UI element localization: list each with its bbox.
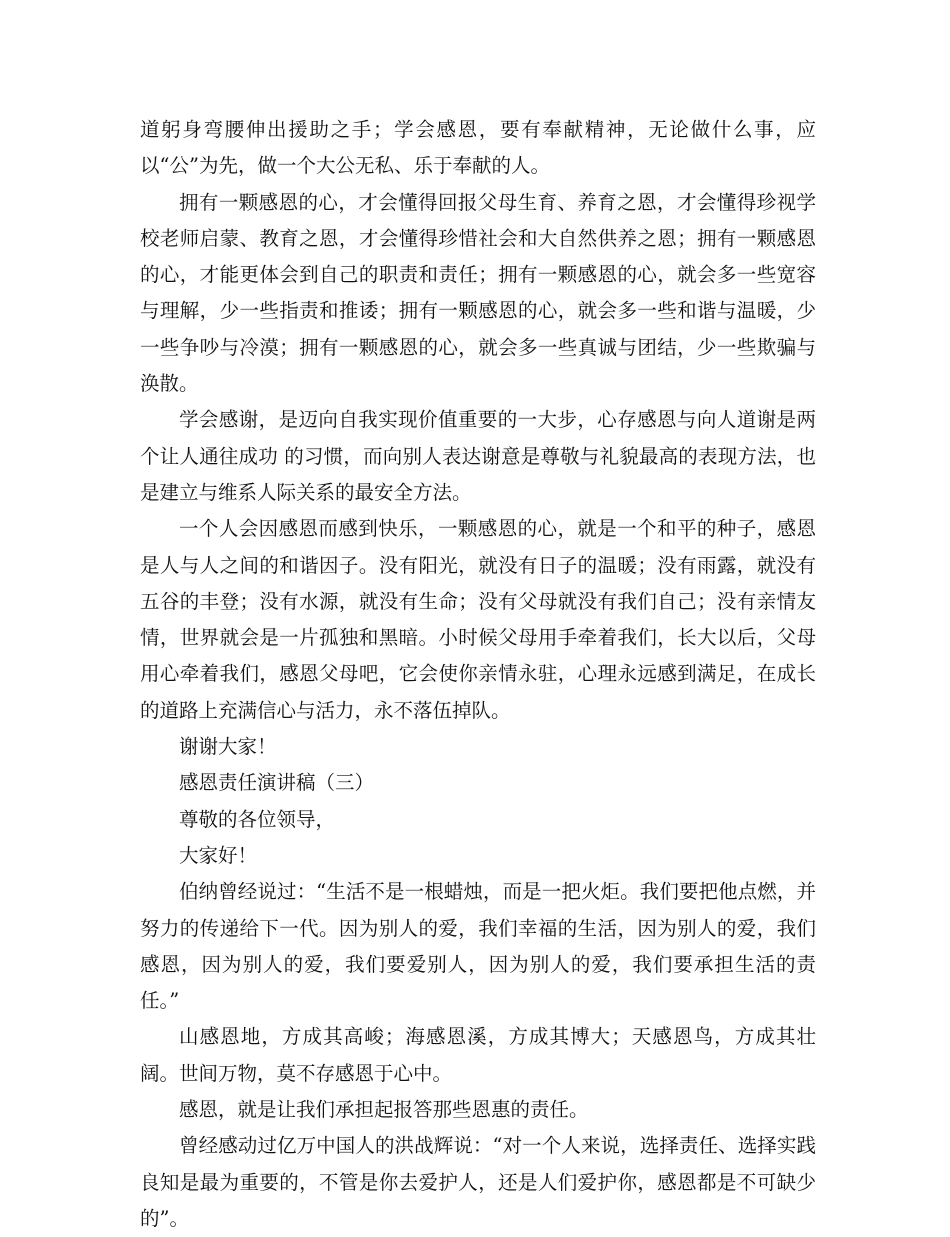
closing-thanks: 谢谢大家！ [179, 735, 277, 759]
paragraph-3: 学会感谢，是迈向自我实现价值重要的一大步，心存感恩与向人道谢是两个让人通往成功 的习惯，而向别人表达谢意是尊敬与礼貌最高的表现方法，也是建立与维系人际关系的最安全方法。 [140, 408, 816, 504]
paragraph-4: 一个人会因感恩而感到快乐，一颗感恩的心，就是一个和平的种子，感恩是人与人之间的和谐因子。没有阳光，就没有日子的温暖；没有雨露，就没有五谷的丰登；没有水源，就没有生命；没有父母就没有我们自己；没有亲情友情，世界就会是一片孤独和黑暗。小时候父母用手牵着我们，长大以后，父母用心牵着我们，感恩父母吧，它会使你亲情永驻，心理永远感到满足，在成长的道路上充满信心与活力，永不落伍掉队。 [140, 517, 816, 722]
paragraph-1: 道躬身弯腰伸出援助之手；学会感恩，要有奉献精神，无论做什么事，应以“公”为先，做一个大公无私、乐于奉献的人。 [140, 118, 816, 178]
paragraph-2: 拥有一颗感恩的心，才会懂得回报父母生育、养育之恩，才会懂得珍视学校老师启蒙、教育之恩，才会懂得珍惜社会和大自然供养之恩；拥有一颗感恩的心，才能更体会到自己的职责和责任；拥有一颗感恩的心，就会多一些宽容与理解，少一些指责和推诿；拥有一颗感恩的心，就会多一些和谐与温暖，少一些争吵与冷漠；拥有一颗感恩的心，就会多一些真诚与团结，少一些欺骗与涣散。 [140, 190, 816, 396]
paragraph-quote-hong: 曾经感动过亿万中国人的洪战辉说：“对一个人来说，选择责任、选择实践良知是最为重要的，不管是你去爱护人，还是人们爱护你，感恩都是不可缺少的”。 [140, 1134, 816, 1230]
document-body [140, 112, 816, 1237]
salutation-greeting: 大家好！ [179, 843, 258, 867]
paragraph-responsibility: 感恩，就是让我们承担起报答那些恩惠的责任。 [179, 1098, 589, 1122]
section-heading: 感恩责任演讲稿（三） [179, 771, 375, 795]
paragraph-nature: 山感恩地，方成其高峻；海感恩溪，方成其博大；天感恩鸟，方成其壮阔。世间万物，莫不存感恩于心中。 [140, 1025, 816, 1085]
paragraph-quote-bernard: 伯纳曾经说过：“生活不是一根蜡烛，而是一把火炬。我们要把他点燃，并努力的传递给下一代。因为别人的爱，我们幸福的生活，因为别人的爱，我们感恩，因为别人的爱，我们要爱别人，因为别人的爱，我们要承担生活的责任。” [140, 880, 816, 1013]
salutation-leaders: 尊敬的各位领导， [179, 807, 336, 831]
